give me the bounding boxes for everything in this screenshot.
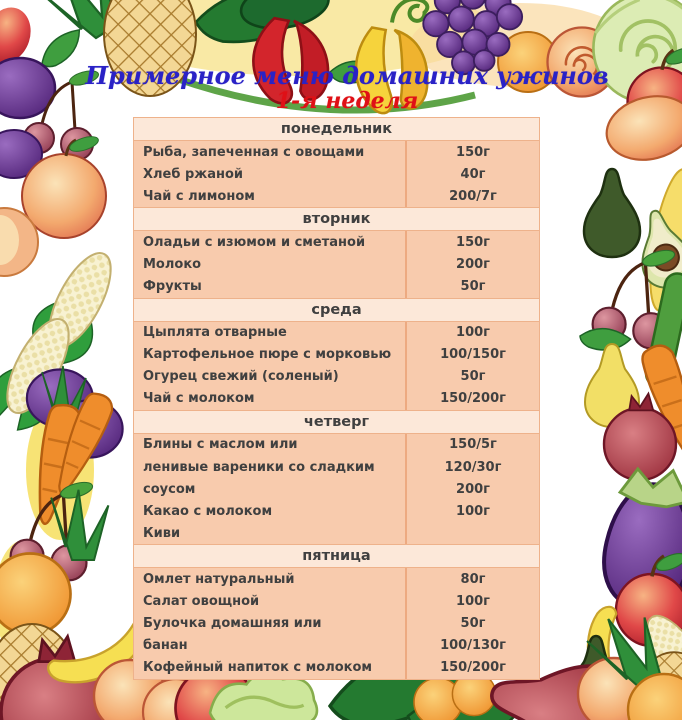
menu-item-row <box>134 141 539 163</box>
portion-amount: 100/130г <box>405 635 539 657</box>
portion-amount: 100/150г <box>405 344 539 366</box>
portion-amount: 150/200г <box>405 388 539 410</box>
portion-amount: 50г <box>405 366 539 388</box>
portion-amount: 150г <box>405 141 539 163</box>
portion-amount: 100г <box>405 322 539 344</box>
menu-item-row <box>134 275 539 297</box>
dish-name: Рыба, запеченная с овощами <box>143 144 365 160</box>
dish-name: Чай с молоком <box>143 391 255 407</box>
dish-name: банан <box>143 638 188 654</box>
menu-item-row <box>134 635 539 657</box>
portion-amount: 120/30г <box>405 456 539 478</box>
menu-item-row <box>134 456 539 478</box>
menu-item-row <box>134 185 539 207</box>
page-subtitle: 1-я неделя <box>275 88 419 114</box>
dish-name: Цыплята отварные <box>143 325 287 341</box>
day-label: пятница <box>302 548 371 565</box>
menu-item-row <box>134 522 539 544</box>
dish-name: Огурец свежий (соленый) <box>143 369 339 385</box>
portion-amount: 200г <box>405 253 539 275</box>
day-header-row <box>134 544 539 568</box>
dish-name: Булочка домашняя или <box>143 616 322 632</box>
portion-amount: 200/7г <box>405 185 539 207</box>
day-header-row <box>134 298 539 322</box>
dish-name: соусом <box>143 481 196 497</box>
menu-item-row <box>134 434 539 456</box>
dish-name: Омлет натуральный <box>143 571 295 587</box>
portion-amount: 150/200г <box>405 657 539 679</box>
day-label: четверг <box>303 413 370 430</box>
dish-name: Какао с молоком <box>143 503 273 519</box>
portion-amount: 200г <box>405 478 539 500</box>
title-block <box>0 62 682 113</box>
menu-item-row <box>134 657 539 679</box>
portion-amount: 100г <box>405 500 539 522</box>
menu-item-row <box>134 163 539 185</box>
day-header-row <box>134 410 539 434</box>
portion-amount: 50г <box>405 275 539 297</box>
dish-name: Киви <box>143 525 181 541</box>
dish-name: ленивые вареники со сладким <box>143 459 375 475</box>
dish-name: Фрукты <box>143 279 202 295</box>
portion-amount: 80г <box>405 568 539 590</box>
portion-amount: 100г <box>405 591 539 613</box>
portion-amount: 150г <box>405 231 539 253</box>
menu-item-row <box>134 478 539 500</box>
portion-amount <box>405 522 539 544</box>
day-label: среда <box>311 301 362 318</box>
menu-item-row <box>134 613 539 635</box>
dish-name: Оладьи с изюмом и сметаной <box>143 234 366 250</box>
day-label: вторник <box>302 211 371 228</box>
menu-table <box>133 117 540 680</box>
menu-item-row <box>134 568 539 590</box>
menu-item-row <box>134 231 539 253</box>
menu-item-row <box>134 388 539 410</box>
menu-item-row <box>134 500 539 522</box>
portion-amount: 50г <box>405 613 539 635</box>
menu-item-row <box>134 366 539 388</box>
day-header-row <box>134 207 539 231</box>
day-header-row <box>134 118 539 141</box>
dish-name: Салат овощной <box>143 594 260 610</box>
dish-name: Блины с маслом или <box>143 437 298 453</box>
menu-item-row <box>134 253 539 275</box>
portion-amount: 40г <box>405 163 539 185</box>
dish-name: Молоко <box>143 256 202 272</box>
dish-name: Кофейный напиток с молоком <box>143 660 373 676</box>
menu-item-row <box>134 322 539 344</box>
menu-item-row <box>134 344 539 366</box>
dish-name: Картофельное пюре с морковью <box>143 347 392 363</box>
day-label: понедельник <box>280 121 393 137</box>
portion-amount: 150/5г <box>405 434 539 456</box>
dish-name: Чай с лимоном <box>143 188 255 204</box>
menu-item-row <box>134 591 539 613</box>
dish-name: Хлеб ржаной <box>143 166 244 182</box>
page-title: Примерное меню домашних ужинов <box>85 61 609 90</box>
